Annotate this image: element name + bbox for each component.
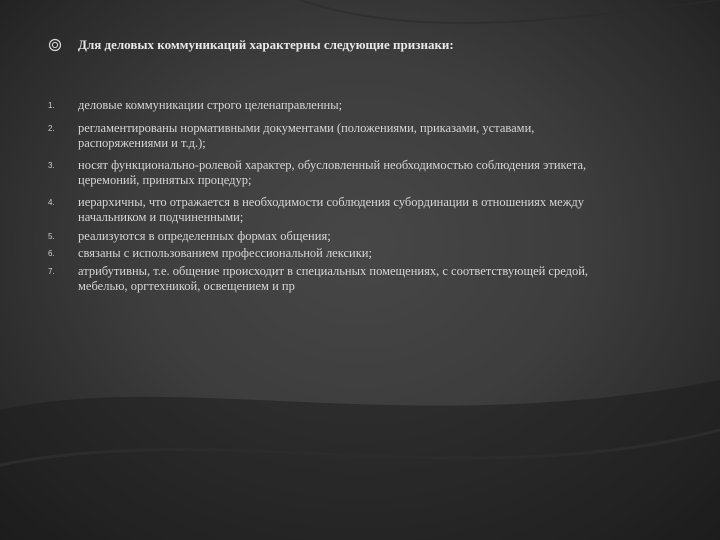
list-item-text: регламентированы нормативными документами (положениями, приказами, уставами, распоряжениями и т.д.); bbox=[78, 120, 535, 150]
list-item-text: связаны с использованием профессиональной лексики; bbox=[78, 246, 372, 260]
list-item bbox=[48, 246, 618, 262]
list-item-number: 2. bbox=[48, 123, 55, 133]
list-item-number: 1. bbox=[48, 101, 55, 110]
numbered-list bbox=[48, 98, 618, 295]
ring-bullet-icon bbox=[48, 38, 62, 52]
slide-heading: Для деловых коммуникаций характерны следующие признаки: bbox=[78, 37, 454, 52]
list-item bbox=[48, 195, 618, 226]
list-item-number: 7. bbox=[48, 266, 55, 276]
list-item bbox=[48, 158, 618, 189]
list-item bbox=[48, 229, 618, 245]
list-item-text: атрибутивны, т.е. общение происходит в специальных помещениях, с соответствующей средой, мебелью, оргтехникой, освещением и пр bbox=[78, 263, 589, 293]
heading-row bbox=[48, 36, 648, 56]
list-item-number: 3. bbox=[48, 160, 55, 170]
list-item-number: 4. bbox=[48, 197, 55, 207]
list-item-text: реализуются в определенных формах общения; bbox=[78, 228, 331, 243]
list-item-text: носят функционально-ролевой характер, обусловленный необходимостью соблюдения этикета, церемоний, принятых процедур; bbox=[78, 157, 587, 187]
list-item-number: 5. bbox=[48, 231, 55, 241]
list-item-text: деловые коммуникации строго целенаправленны; bbox=[78, 98, 343, 112]
list-item-text: иерархичны, что отражается в необходимости соблюдения субординации в отношениях между начальником и подчиненными; bbox=[78, 194, 584, 224]
list-item-number: 6. bbox=[48, 249, 55, 258]
list-item bbox=[48, 264, 618, 295]
list-item bbox=[48, 121, 618, 152]
list-item bbox=[48, 98, 618, 114]
